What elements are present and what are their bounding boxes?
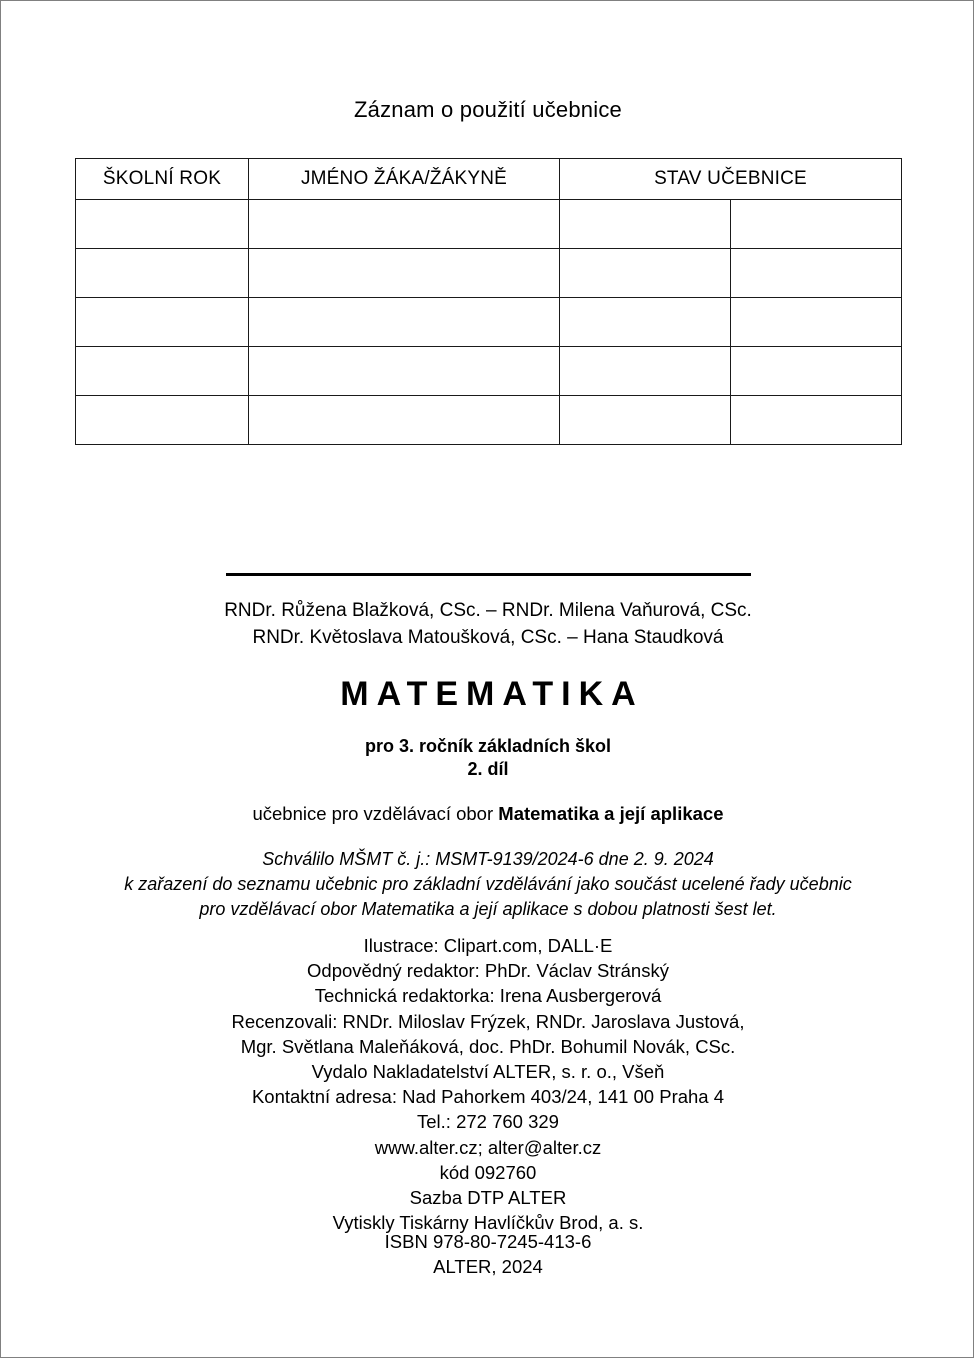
cell-state-end[interactable]: [731, 347, 902, 396]
cell-school-year[interactable]: [76, 200, 249, 249]
imprint-block: [1, 933, 974, 1235]
textbook-usage-table: [75, 158, 902, 445]
imprint-address: Kontaktní adresa: Nad Pahorkem 403/24, 141 00 Praha 4: [251, 1086, 725, 1108]
subject-area-name: Matematika a její aplikace: [498, 803, 724, 824]
cell-school-year[interactable]: [76, 347, 249, 396]
cell-pupil-name[interactable]: [249, 249, 560, 298]
grade-line-2: 2. díl: [467, 759, 509, 779]
cell-school-year[interactable]: [76, 396, 249, 445]
imprint-typesetting: Sazba DTP ALTER: [409, 1187, 567, 1209]
cell-state-end[interactable]: [731, 200, 902, 249]
imprint-editor: Odpovědný redaktor: PhDr. Václav Stránský: [307, 960, 669, 982]
grade-line-1: pro 3. ročník základních škol: [364, 736, 612, 756]
authors-block: [1, 597, 974, 651]
cell-state-start[interactable]: [560, 298, 731, 347]
cell-pupil-name[interactable]: [249, 396, 560, 445]
table-header-row: [76, 159, 902, 200]
approval-line-2: k zařazení do seznamu učebnic pro základní vzdělávání jako součást ucelené řady učebnic: [124, 874, 852, 894]
imprint-phone: Tel.: 272 760 329: [417, 1111, 559, 1133]
cell-pupil-name[interactable]: [249, 347, 560, 396]
approval-line-1: Schválilo MŠMT č. j.: MSMT-9139/2024-6 dne 2. 9. 2024: [262, 849, 714, 869]
book-title: MATEMATIKA: [340, 675, 644, 713]
section-divider-rule: [226, 573, 751, 576]
cell-state-start[interactable]: [560, 347, 731, 396]
copyright-line: ALTER, 2024: [433, 1256, 543, 1278]
cell-pupil-name[interactable]: [249, 200, 560, 249]
cell-state-end[interactable]: [731, 249, 902, 298]
approval-line-3: pro vzdělávací obor Matematika a její aplikace s dobou platnosti šest let.: [199, 899, 777, 919]
table-row: [76, 249, 902, 298]
cell-state-start[interactable]: [560, 200, 731, 249]
column-header-pupil-name: JMÉNO ŽÁKA/ŽÁKYNĚ: [249, 159, 560, 200]
cell-state-start[interactable]: [560, 396, 731, 445]
imprint-web-email: www.alter.cz; alter@alter.cz: [374, 1136, 602, 1158]
imprint-reviewers-line-2: Mgr. Světlana Maleňáková, doc. PhDr. Bohumil Novák, CSc.: [240, 1035, 736, 1057]
imprint-publisher: Vydalo Nakladatelství ALTER, s. r. o., Všeň: [311, 1061, 665, 1083]
subject-prefix: učebnice pro vzdělávací obor: [252, 803, 499, 824]
cell-state-end[interactable]: [731, 396, 902, 445]
grade-block: [1, 735, 974, 781]
authors-line-2: RNDr. Květoslava Matoušková, CSc. – Hana Staudková: [252, 627, 724, 648]
ministry-approval-block: [1, 847, 974, 922]
imprint-code: kód 092760: [439, 1161, 537, 1183]
page-title: Záznam o použití učebnice: [354, 97, 622, 122]
cell-pupil-name[interactable]: [249, 298, 560, 347]
authors-line-1: RNDr. Růžena Blažková, CSc. – RNDr. Milena Vaňurová, CSc.: [224, 600, 752, 621]
imprint-printer: Vytiskly Tiskárny Havlíčkův Brod, a. s.: [332, 1212, 644, 1234]
table-row: [76, 200, 902, 249]
isbn-block: [1, 1229, 974, 1279]
table-row: [76, 347, 902, 396]
cell-state-start[interactable]: [560, 249, 731, 298]
column-header-textbook-state: STAV UČEBNICE: [560, 159, 902, 200]
cell-school-year[interactable]: [76, 298, 249, 347]
table-row: [76, 298, 902, 347]
column-header-school-year: ŠKOLNÍ ROK: [76, 159, 249, 200]
imprint-technical-editor: Technická redaktorka: Irena Ausbergerová: [314, 985, 662, 1007]
imprint-reviewers-line-1: Recenzovali: RNDr. Miloslav Frýzek, RNDr. Jaroslava Justová,: [231, 1010, 745, 1032]
cell-school-year[interactable]: [76, 249, 249, 298]
cell-state-end[interactable]: [731, 298, 902, 347]
table-row: [76, 396, 902, 445]
imprint-illustrations: Ilustrace: Clipart.com, DALL·E: [363, 935, 613, 956]
isbn-number: ISBN 978-80-7245-413-6: [384, 1231, 592, 1252]
subject-area-line: [1, 802, 974, 826]
